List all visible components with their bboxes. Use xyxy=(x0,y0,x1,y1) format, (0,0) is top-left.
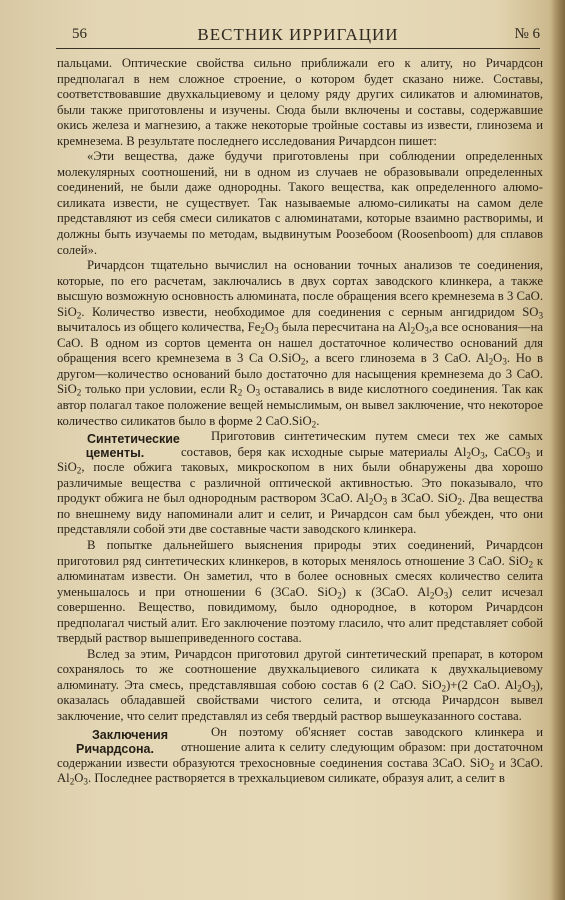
subscript: 2 xyxy=(441,683,447,694)
subscript: 3 xyxy=(525,450,531,461)
paragraph xyxy=(57,725,543,787)
subscript: 2 xyxy=(237,388,243,399)
article-body xyxy=(57,56,543,787)
subscript: 2 xyxy=(311,419,317,430)
subscript: 2 xyxy=(300,356,306,367)
subscript: 3 xyxy=(274,325,279,336)
paragraph: пальцами. Оптические свойства сильно приближали его к алиту, но Ричардсон предполагал в нем сложное строение, о котором будет сказано ниже. Составы, соответствовавшие двухкальциевому и целому ряду других силикатов и алюминатов, были также приготовлены и изучены. Сюда были включены и составы, содержавшие окись железа и магнезию, а также некоторые тройные составы из извести, глинозема и кремнезема. В результате последнего исследования Ричардсон пишет: xyxy=(57,56,543,148)
subscript: 2 xyxy=(517,683,522,694)
page-number: 56 xyxy=(72,26,87,42)
subscript: 3 xyxy=(83,776,88,787)
issue-number: № 6 xyxy=(514,26,540,42)
subscript: 2 xyxy=(457,496,462,507)
subscript: 2 xyxy=(368,496,374,507)
subscript: 2 xyxy=(528,559,533,570)
paragraph-text: Он поэтому об'ясняет состав заводского клинкера и отношение алита к селиту следующим образом: при достаточном содержании извести образуются трехосновные соединения состава 3CaO. SiO$_2$ и 3CaO. $Al_2O_3$. Последнее растворяется в трехкальциевом силикате, образуя алит, а селит в xyxy=(57,724,544,787)
subscript: 3 xyxy=(502,356,507,367)
side-heading-synthetic-cements: Синтетические цементы. xyxy=(85,432,180,461)
journal-title: ВЕСТНИК ИРРИГАЦИИ xyxy=(197,25,399,44)
side-heading-richardson-conclusions: Заключения Ричардсона. xyxy=(76,727,169,756)
subscript: 3 xyxy=(443,590,449,601)
header-rule xyxy=(56,48,540,49)
subscript: 3 xyxy=(255,388,261,399)
subscript: 3 xyxy=(382,496,388,507)
paragraph: В попытке дальнейшего выяснения природы этих соединений, Ричардсон приготовил ряд синтетических клинкеров, в которых менялось отношение 3 CaO. SiO$_2$ к алюминатам извести. Он заметил, что в более основных смесях количество селита уменьшалось и при отношении 6 (3CaO. SiO$_2$) к (3CaO. $Al_2O_3$) селит исчезал совершенно. Вещество, повидимому, было однородное, в котором Ричардсон предполагал чистый алит. Его заключение поэтому гласило, что алит представляет собой твердый раствор вышеприведенного состава. xyxy=(57,537,544,646)
subscript: 3 xyxy=(424,325,429,336)
subscript: 2 xyxy=(488,356,494,367)
subscript: 2 xyxy=(429,590,435,601)
page-edge-shadow xyxy=(551,0,565,900)
subscript: 2 xyxy=(489,761,495,772)
paragraph-text: Приготовив синтетическим путем смеси тех же самых составов, беря как исходные сырые материалы $Al_2O_3$, CaCO$_3$ и SiO$_2$, после обжига таковых, микроскопом в них были обнаружены два хорошо различимые вещества с различной оптической активностью. Это показывало, что продукт обжига не был однородным раствором 3CaO. $Al_2O_3$ в 3CaO. SiO$_2$. Два вещества по внешнему виду напоминали алит и селит, и Ричардсон сам был убежден, что они представляли собой эти две составные части заводского клинкера. xyxy=(57,429,543,537)
subscript: 2 xyxy=(76,310,82,321)
page-header xyxy=(56,24,540,48)
subscript: 3 xyxy=(531,683,536,694)
paragraph: Вслед за этим, Ричардсон приготовил другой синтетический препарат, в котором сохранялось то же соотношение двухкальциевого силиката к двухкальциевому алюминату. Эта смесь, представлявшая собою состав 6 (2 CaO. SiO$_2$)+(2 CaO. $Al_2O_3$), оказалась обладавшей свойствами чистого селита, и отсюда Ричардсон вывел заключение, что селит представлял из себя твердый раствор вышеуказанного состава. xyxy=(57,646,543,723)
subscript: 2 xyxy=(76,388,82,399)
subscript: 3 xyxy=(538,310,543,321)
paragraph: Ричардсон тщательно вычислил на основании точных анализов те соединения, которые, по его расчетам, заключались в двух сортах заводского клинкера, а также высшую возможную основность алюмината, после обращения всего кремнезема в 3 CaO. SiO$_2$. Количество извести, необходимое для соединения с серным ангидридом $SO_3$ вычиталось из общего количества, $Fe_2O_3$ была пересчитана на $Al_2O_3,а$ все основания—на CaO. В одном из сортов цемента он нашел достаточное количество оснований для обращения всего кремнезема в 3 Ca O.SiO$_2$, а всего глинозема в 3 CaO. $Al_2O_3$. Но в другом—количество оснований было достаточно для насыщения кремнезема до 3 CaO. SiO$_2$ только при условии, если $R_2$ $O_3$ оставались в виде кислотного соединения. Так как автор полагал такое положение вещей немыслимым, он вывел заключение, что некоторое количество силикатов было в форме 2 CaO.SiO$_2$. xyxy=(57,258,544,430)
paragraph xyxy=(57,429,543,538)
subscript: 2 xyxy=(260,325,265,336)
subscript: 3 xyxy=(480,450,485,461)
subscript: 2 xyxy=(466,450,472,461)
subscript: 2 xyxy=(410,325,416,336)
subscript: 2 xyxy=(76,465,82,476)
subscript: 2 xyxy=(337,590,342,601)
quote-paragraph: «Эти вещества, даже будучи приготовлены при соблюдении определенных молекулярных соотношений, ни в одном из случаев не образовывали определенных соединений, не были даже однородны. Такого вещества, как определенного алюмо-силиката извести, не существует. Так называемые алюмо-силикаты на самом деле представляют из себя смеси силикатов с алюминатами, которые взаимно растворимы, и должны быть изучаемы по методам, выдвинутым Роозебоом (Roosenboom) для сплавов солей». xyxy=(57,149,543,257)
subscript: 2 xyxy=(69,776,75,787)
